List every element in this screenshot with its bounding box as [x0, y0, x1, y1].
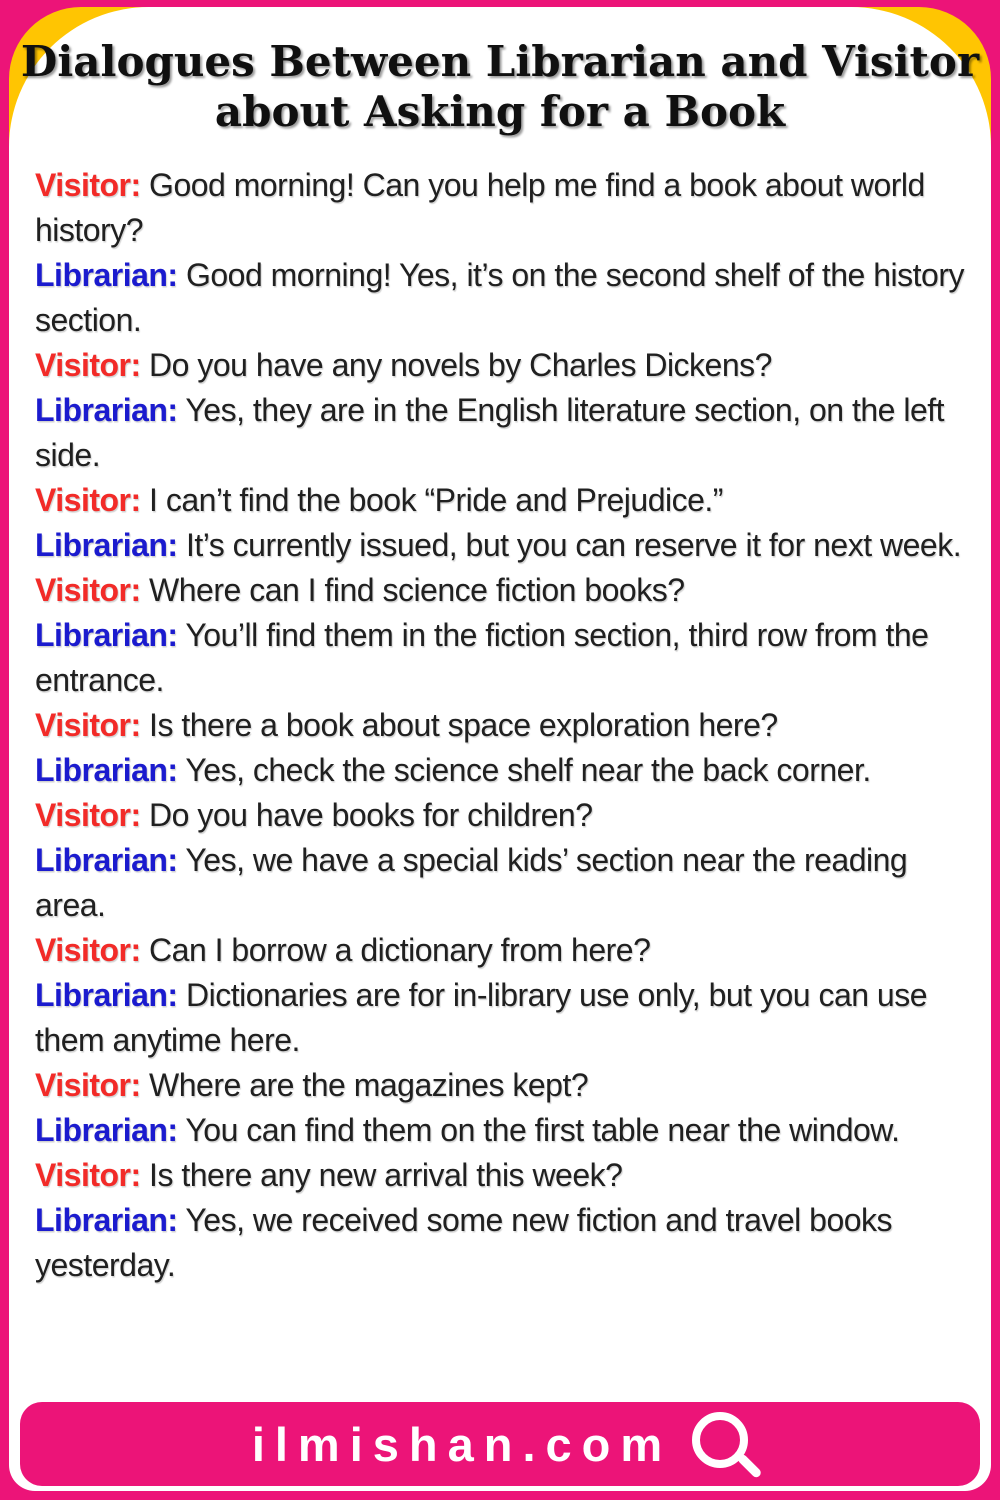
dialogue-turn: Visitor: Is there any new arrival this week? [35, 1157, 623, 1193]
search-icon [692, 1412, 748, 1468]
speaker-label: Librarian: [35, 1112, 178, 1148]
dialogue-turn: Librarian: It’s currently issued, but you can reserve it for next week. [35, 527, 962, 563]
speaker-label: Librarian: [35, 1202, 178, 1238]
speaker-label: Visitor: [35, 167, 141, 203]
speaker-label: Visitor: [35, 707, 141, 743]
dialogue-turn: Librarian: You’ll find them in the fiction section, third row from the entrance. [35, 617, 929, 698]
website-banner[interactable] [20, 1402, 980, 1486]
dialogue-turn: Visitor: Is there a book about space exploration here? [35, 707, 778, 743]
content-card [9, 7, 991, 1491]
speaker-label: Librarian: [35, 617, 178, 653]
dialogue-turn: Visitor: Good morning! Can you help me find a book about world history? [35, 167, 925, 248]
dialogue-turn: Visitor: Do you have any novels by Charles Dickens? [35, 347, 772, 383]
dialogue-turn: Librarian: Dictionaries are for in-library use only, but you can use them anytime here. [35, 977, 928, 1058]
website-url: ilmishan.com [251, 1417, 673, 1471]
speaker-label: Visitor: [35, 932, 141, 968]
dialogue-turn: Visitor: Can I borrow a dictionary from here? [35, 932, 651, 968]
page-title-line-1: Dialogues Between Librarian and Visitor [20, 37, 980, 86]
speaker-label: Visitor: [35, 482, 141, 518]
dialogue-turn: Librarian: Yes, check the science shelf near the back corner. [35, 752, 871, 788]
dialogue-turn: Librarian: You can find them on the first table near the window. [35, 1112, 900, 1148]
dialogue-list [9, 163, 991, 1288]
speaker-label: Visitor: [35, 1067, 141, 1103]
speaker-label: Librarian: [35, 257, 178, 293]
dialogue-turn: Visitor: I can’t find the book “Pride and Prejudice.” [35, 482, 723, 518]
speaker-label: Visitor: [35, 347, 141, 383]
speaker-label: Visitor: [35, 797, 141, 833]
page-title-line-2: about Asking for a Book [214, 87, 786, 136]
speaker-label: Librarian: [35, 842, 178, 878]
dialogue-turn: Librarian: Good morning! Yes, it’s on the second shelf of the history section. [35, 257, 964, 338]
dialogue-turn: Visitor: Where are the magazines kept? [35, 1067, 589, 1103]
dialogue-turn: Librarian: Yes, we received some new fiction and travel books yesterday. [35, 1202, 893, 1283]
dialogue-turn: Librarian: Yes, we have a special kids’ section near the reading area. [35, 842, 908, 923]
speaker-label: Visitor: [35, 1157, 141, 1193]
page-title [9, 7, 991, 137]
dialogue-turn: Visitor: Do you have books for children? [35, 797, 593, 833]
speaker-label: Librarian: [35, 527, 178, 563]
speaker-label: Librarian: [35, 977, 178, 1013]
dialogue-turn: Visitor: Where can I find science fiction books? [35, 572, 685, 608]
speaker-label: Librarian: [35, 392, 178, 428]
speaker-label: Visitor: [35, 572, 141, 608]
speaker-label: Librarian: [35, 752, 178, 788]
dialogue-turn: Librarian: Yes, they are in the English literature section, on the left side. [35, 392, 945, 473]
